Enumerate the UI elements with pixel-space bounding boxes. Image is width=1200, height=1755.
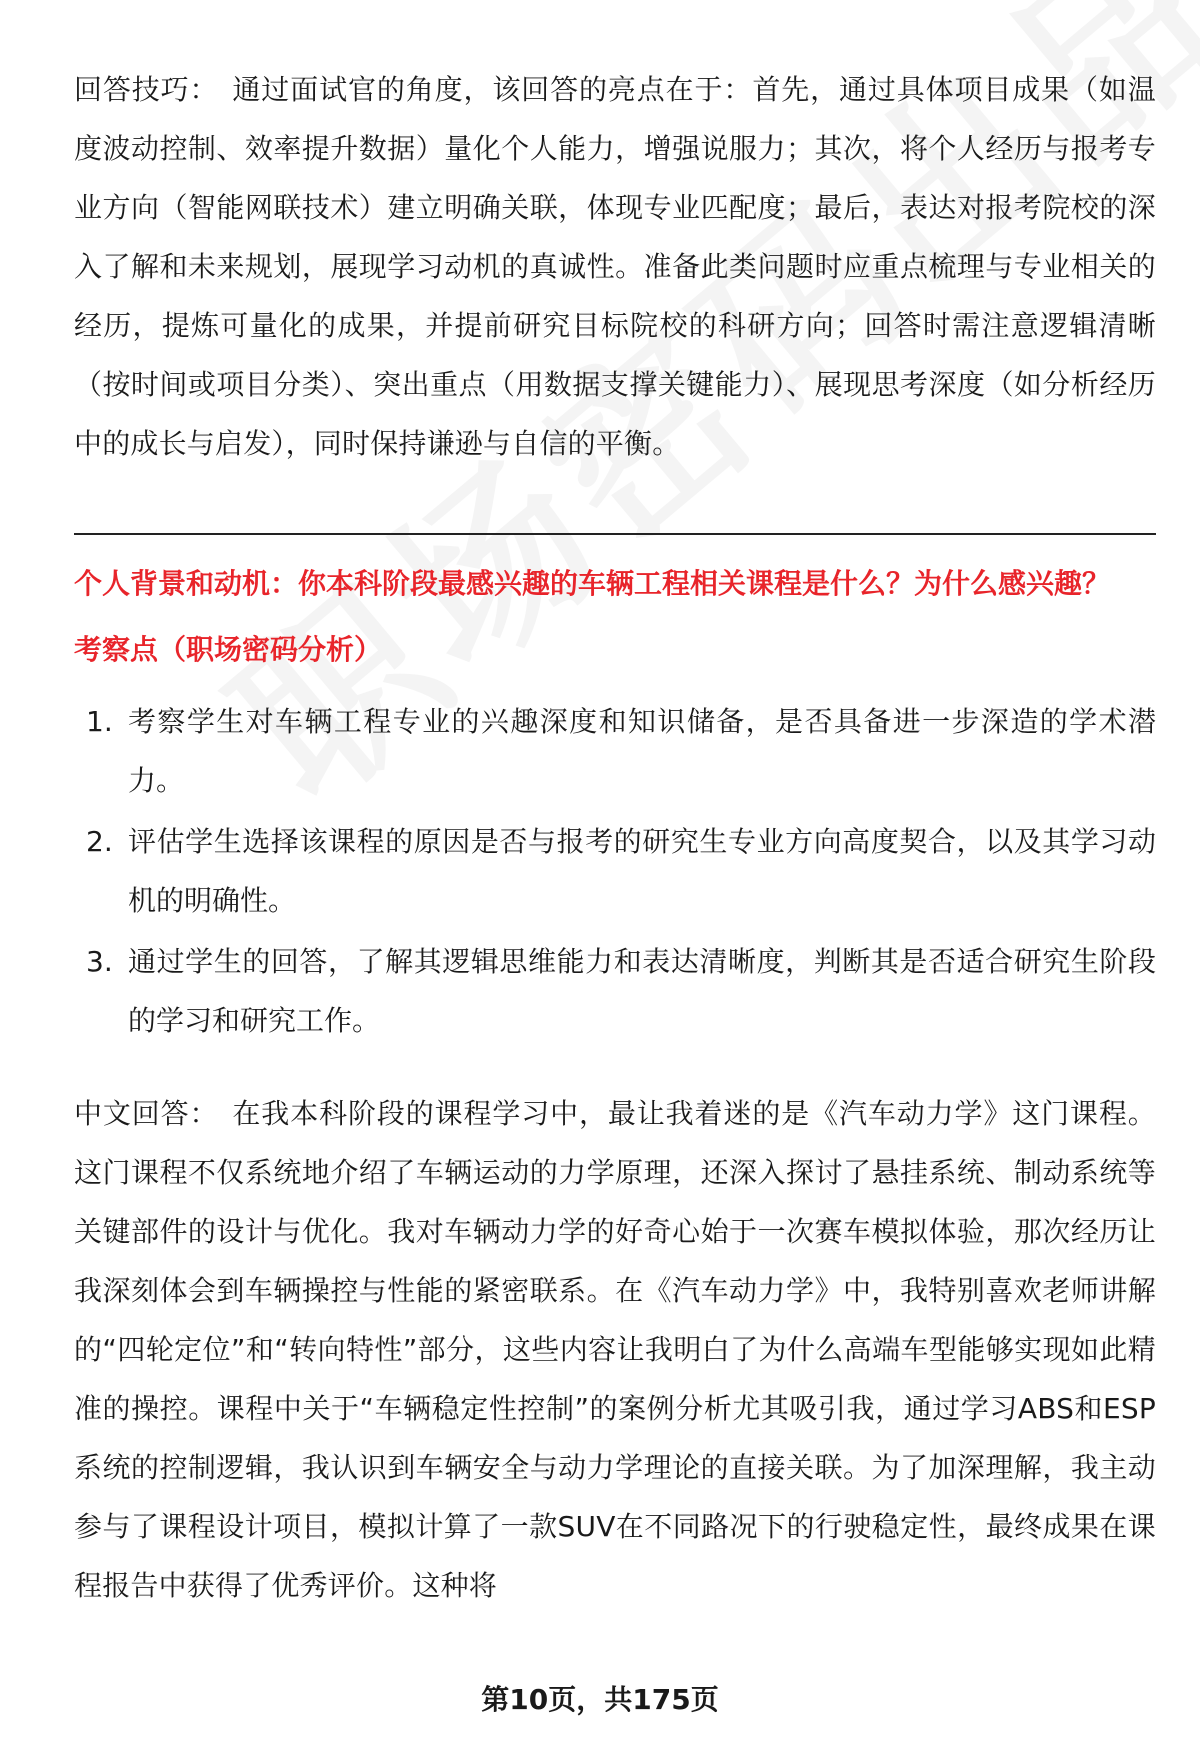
list-item	[74, 692, 1156, 810]
list-item-number: 3.	[86, 945, 113, 978]
answer-paragraph	[74, 1084, 1156, 1615]
assessment-list	[74, 692, 1156, 1050]
list-item-text: 通过学生的回答，了解其逻辑思维能力和表达清晰度，判断其是否适合研究生阶段的学习和研究工作。	[128, 945, 1156, 1037]
tips-paragraph	[74, 60, 1156, 473]
answer-text: 在我本科阶段的课程学习中，最让我着迷的是《汽车动力学》这门课程。这门课程不仅系统地介绍了车辆运动的力学原理，还深入探讨了悬挂系统、制动系统等关键部件的设计与优化。我对车辆动力学的好奇心始于一次赛车模拟体验，那次经历让我深刻体会到车辆操控与性能的紧密联系。在《汽车动力学》中，我特别喜欢老师讲解的“四轮定位”和“转向特性”部分，这些内容让我明白了为什么高端车型能够实现如此精准的操控。课程中关于“车辆稳定性控制”的案例分析尤其吸引我，通过学习ABS和ESP系统的控制逻辑，我认识到车辆安全与动力学理论的直接关联。为了加深理解，我主动参与了课程设计项目，模拟计算了一款SUV在不同路况下的行驶稳定性，最终成果在课程报告中获得了优秀评价。这种将	[74, 1097, 1156, 1602]
list-item-text: 考察学生对车辆工程专业的兴趣深度和知识储备，是否具备进一步深造的学术潜力。	[128, 705, 1156, 797]
document-page	[74, 60, 1156, 1615]
tips-label: 回答技巧：	[74, 73, 219, 106]
assessment-title: 考察点（职场密码分析）	[74, 633, 383, 666]
list-item-text: 评估学生选择该课程的原因是否与报考的研究生专业方向高度契合，以及其学习动机的明确性。	[128, 825, 1156, 917]
answer-label: 中文回答：	[74, 1097, 219, 1130]
page-footer: 第10页，共175页	[481, 1683, 719, 1716]
list-item-number: 2.	[86, 825, 113, 858]
question-heading: 个人背景和动机：你本科阶段最感兴趣的车辆工程相关课程是什么？为什么感兴趣？	[74, 567, 1111, 600]
list-item	[74, 812, 1156, 930]
tips-text: 通过面试官的角度，该回答的亮点在于：首先，通过具体项目成果（如温度波动控制、效率提升数据）量化个人能力，增强说服力；其次，将个人经历与报考专业方向（智能网联技术）建立明确关联，体现专业匹配度；最后，表达对报考院校的深入了解和未来规划，展现学习动机的真诚性。准备此类问题时应重点梳理与专业相关的经历，提炼可量化的成果，并提前研究目标院校的科研方向；回答时需注意逻辑清晰（按时间或项目分类）、突出重点（用数据支撑关键能力）、展现思考深度（如分析经历中的成长与启发），同时保持谦逊与自信的平衡。	[74, 73, 1156, 460]
list-item	[74, 932, 1156, 1050]
section-divider	[74, 533, 1156, 535]
list-item-number: 1.	[86, 705, 113, 738]
